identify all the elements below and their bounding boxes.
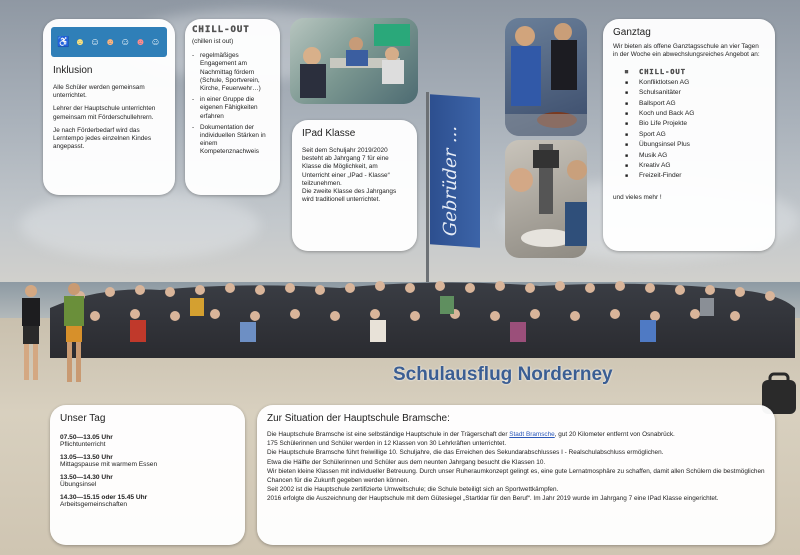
- person-icon: ☻: [104, 36, 116, 48]
- ipad-card: [292, 120, 417, 251]
- lab-illustration: [505, 140, 587, 258]
- flag-text: Gebrüder ...: [440, 124, 461, 237]
- crowd-illustration: [40, 268, 800, 368]
- flagpole: [426, 92, 429, 282]
- ganztag-outro: und vieles mehr !: [613, 193, 662, 201]
- list-item: ■ CHILL-OUT: [625, 67, 765, 77]
- inklusion-text: Alle Schüler werden gemeinsam unterrichtet.: [53, 84, 145, 100]
- school-flag: [430, 94, 480, 247]
- situation-text: 2016 erfolgte die Auszeichnung der Hauptschule mit dem Gütesiegel „Startklar für den Beruf“. Im Jahr 2019 wurde im Jahrgang 7 eine IPad Klasse eingerichtet.: [267, 495, 719, 503]
- schedule-time: 13.50—14.30 Uhr: [60, 474, 113, 481]
- ganztag-intro: Wir bieten als offene Ganztagsschule an vier Tagen in der Woche ein abwechslungsreiches Angebot an:: [613, 43, 760, 59]
- situation-text: Wir bieten kleine Klassen mit individueller Betreuung. Durch unser Ruheraumkonzept gelingt es, eine gute Lernatmosphäre zu schaffen, damit allen Schülern die bestmöglichen Chancen für die Zukunft gegeben werden können.: [267, 467, 765, 485]
- situation-text: Seit 2002 ist die Hauptschule zertifizierte Umweltschule; die Schule beteiligt sich an Sportwettkämpfen.: [267, 486, 559, 494]
- list-item: ■ Ballsport AG: [625, 99, 765, 109]
- situation-text-part: Die Hauptschule Bramsche ist eine selbständige Hauptschule in der Trägerschaft der: [267, 431, 510, 438]
- situation-card: [257, 405, 775, 545]
- list-item: - in einer Gruppe die eigenen Fähigkeiten erfahren: [192, 96, 273, 121]
- list-item: ■ Schulsanitäter: [625, 88, 765, 98]
- list-item: ■ Kreativ AG: [625, 161, 765, 171]
- inclusion-icons-strip: [51, 27, 167, 57]
- list-item: ■ Bio Life Projekte: [625, 119, 765, 129]
- ipad-text: Die zweite Klasse des Jahrgangs wird traditionell unterrichtet.: [302, 188, 397, 204]
- schedule-time: 13.05—13.50 Uhr: [60, 454, 113, 461]
- standing-students: [6, 283, 106, 388]
- schedule-desc: Arbeitsgemeinschaften: [60, 501, 128, 508]
- person-icon: ☺: [150, 36, 161, 48]
- situation-text: [267, 430, 765, 439]
- schedule-desc: Pflichtunterricht: [60, 441, 106, 448]
- chillout-list: [192, 52, 273, 156]
- list-item: - regelmäßiges Engagement am Nachmittag fördern (Schule, Sportverein, Kirche, Feuerwehr…): [192, 52, 273, 93]
- banner-title: Schulausflug Norderney: [393, 364, 613, 385]
- inklusion-text: Lehrer der Hauptschule unterrichten gemeinsam mit Förderschullehrern.: [53, 105, 156, 121]
- unser-tag-title: Unser Tag: [60, 413, 106, 424]
- person-icon: ☺: [120, 36, 131, 48]
- stadt-bramsche-link[interactable]: Stadt Bramsche: [509, 431, 555, 438]
- situation-text: 175 Schülerinnen und Schüler werden in 12 Klassen von 30 Lehrkräften unterrichtet.: [267, 440, 507, 448]
- inklusion-title: Inklusion: [53, 65, 93, 76]
- situation-text: Die Hauptschule Bramsche führt freiwillige 10. Schuljahre, die das Erreichen des Sekundarabschlusses I - Realschulabschluss ermöglichen.: [267, 449, 664, 457]
- list-item: ■ Sport AG: [625, 130, 765, 140]
- list-item: ■ Übungsinsel Plus: [625, 140, 765, 150]
- list-item: ■ Freizeit-Finder: [625, 171, 765, 181]
- list-item: ■ Koch und Back AG: [625, 109, 765, 119]
- classroom-photo: [290, 18, 418, 104]
- list-item: - Dokumentation der individuellen Stärken in einem Kompetenznachweis: [192, 124, 273, 157]
- cloud: [20, 190, 260, 260]
- situation-title: Zur Situation der Hauptschule Bramsche:: [267, 413, 450, 424]
- list-item: ■ Konfliktlotsen AG: [625, 78, 765, 88]
- schedule-time: 07.50—13.05 Uhr: [60, 434, 113, 441]
- person-icon: ☻: [135, 36, 146, 48]
- inklusion-text: Je nach Förderbedarf wird das Lerntempo jedes einzelnen Kindes angepasst.: [53, 126, 152, 151]
- ganztag-title: Ganztag: [613, 27, 651, 38]
- schedule-time: 14.30—15.15 oder 15.45 Uhr: [60, 494, 148, 501]
- wheelchair-icon: ♿: [57, 36, 70, 48]
- cooking-photo: [505, 18, 587, 136]
- situation-text: Etwa die Hälfte der Schülerinnen und Schüler aus dem neunten Jahrgang besucht die Klassen 10.: [267, 458, 546, 466]
- person-icon: ☻: [74, 36, 86, 48]
- person-icon: ☺: [89, 36, 101, 48]
- chillout-card: [185, 19, 280, 195]
- schedule-desc: Mittagspause mit warmem Essen: [60, 461, 158, 468]
- cooking-illustration: [505, 18, 587, 136]
- ipad-text: Seit dem Schuljahr 2019/2020 besteht ab Jahrgang 7 für eine Klasse die Möglichkeit, am Unterricht einer „IPad - Klasse“ teilzunehmen.: [302, 147, 390, 187]
- situation-text-part: , gut 20 Kilometer entfernt von Osnabrück.: [554, 431, 675, 438]
- ipad-title: IPad Klasse: [302, 128, 356, 139]
- schedule-desc: Übungsinsel: [60, 481, 97, 488]
- classroom-illustration: [290, 18, 418, 104]
- inklusion-card: [43, 19, 175, 195]
- group-photo-crowd: [40, 268, 800, 368]
- ganztag-list: [625, 67, 765, 181]
- lab-photo: [505, 140, 587, 258]
- chillout-subtitle: (chillen ist out): [192, 38, 234, 45]
- list-item: ■ Musik AG: [625, 151, 765, 161]
- ganztag-card: [603, 19, 775, 251]
- unser-tag-card: [50, 405, 245, 545]
- chillout-logo: CHILL-OUT: [192, 25, 250, 35]
